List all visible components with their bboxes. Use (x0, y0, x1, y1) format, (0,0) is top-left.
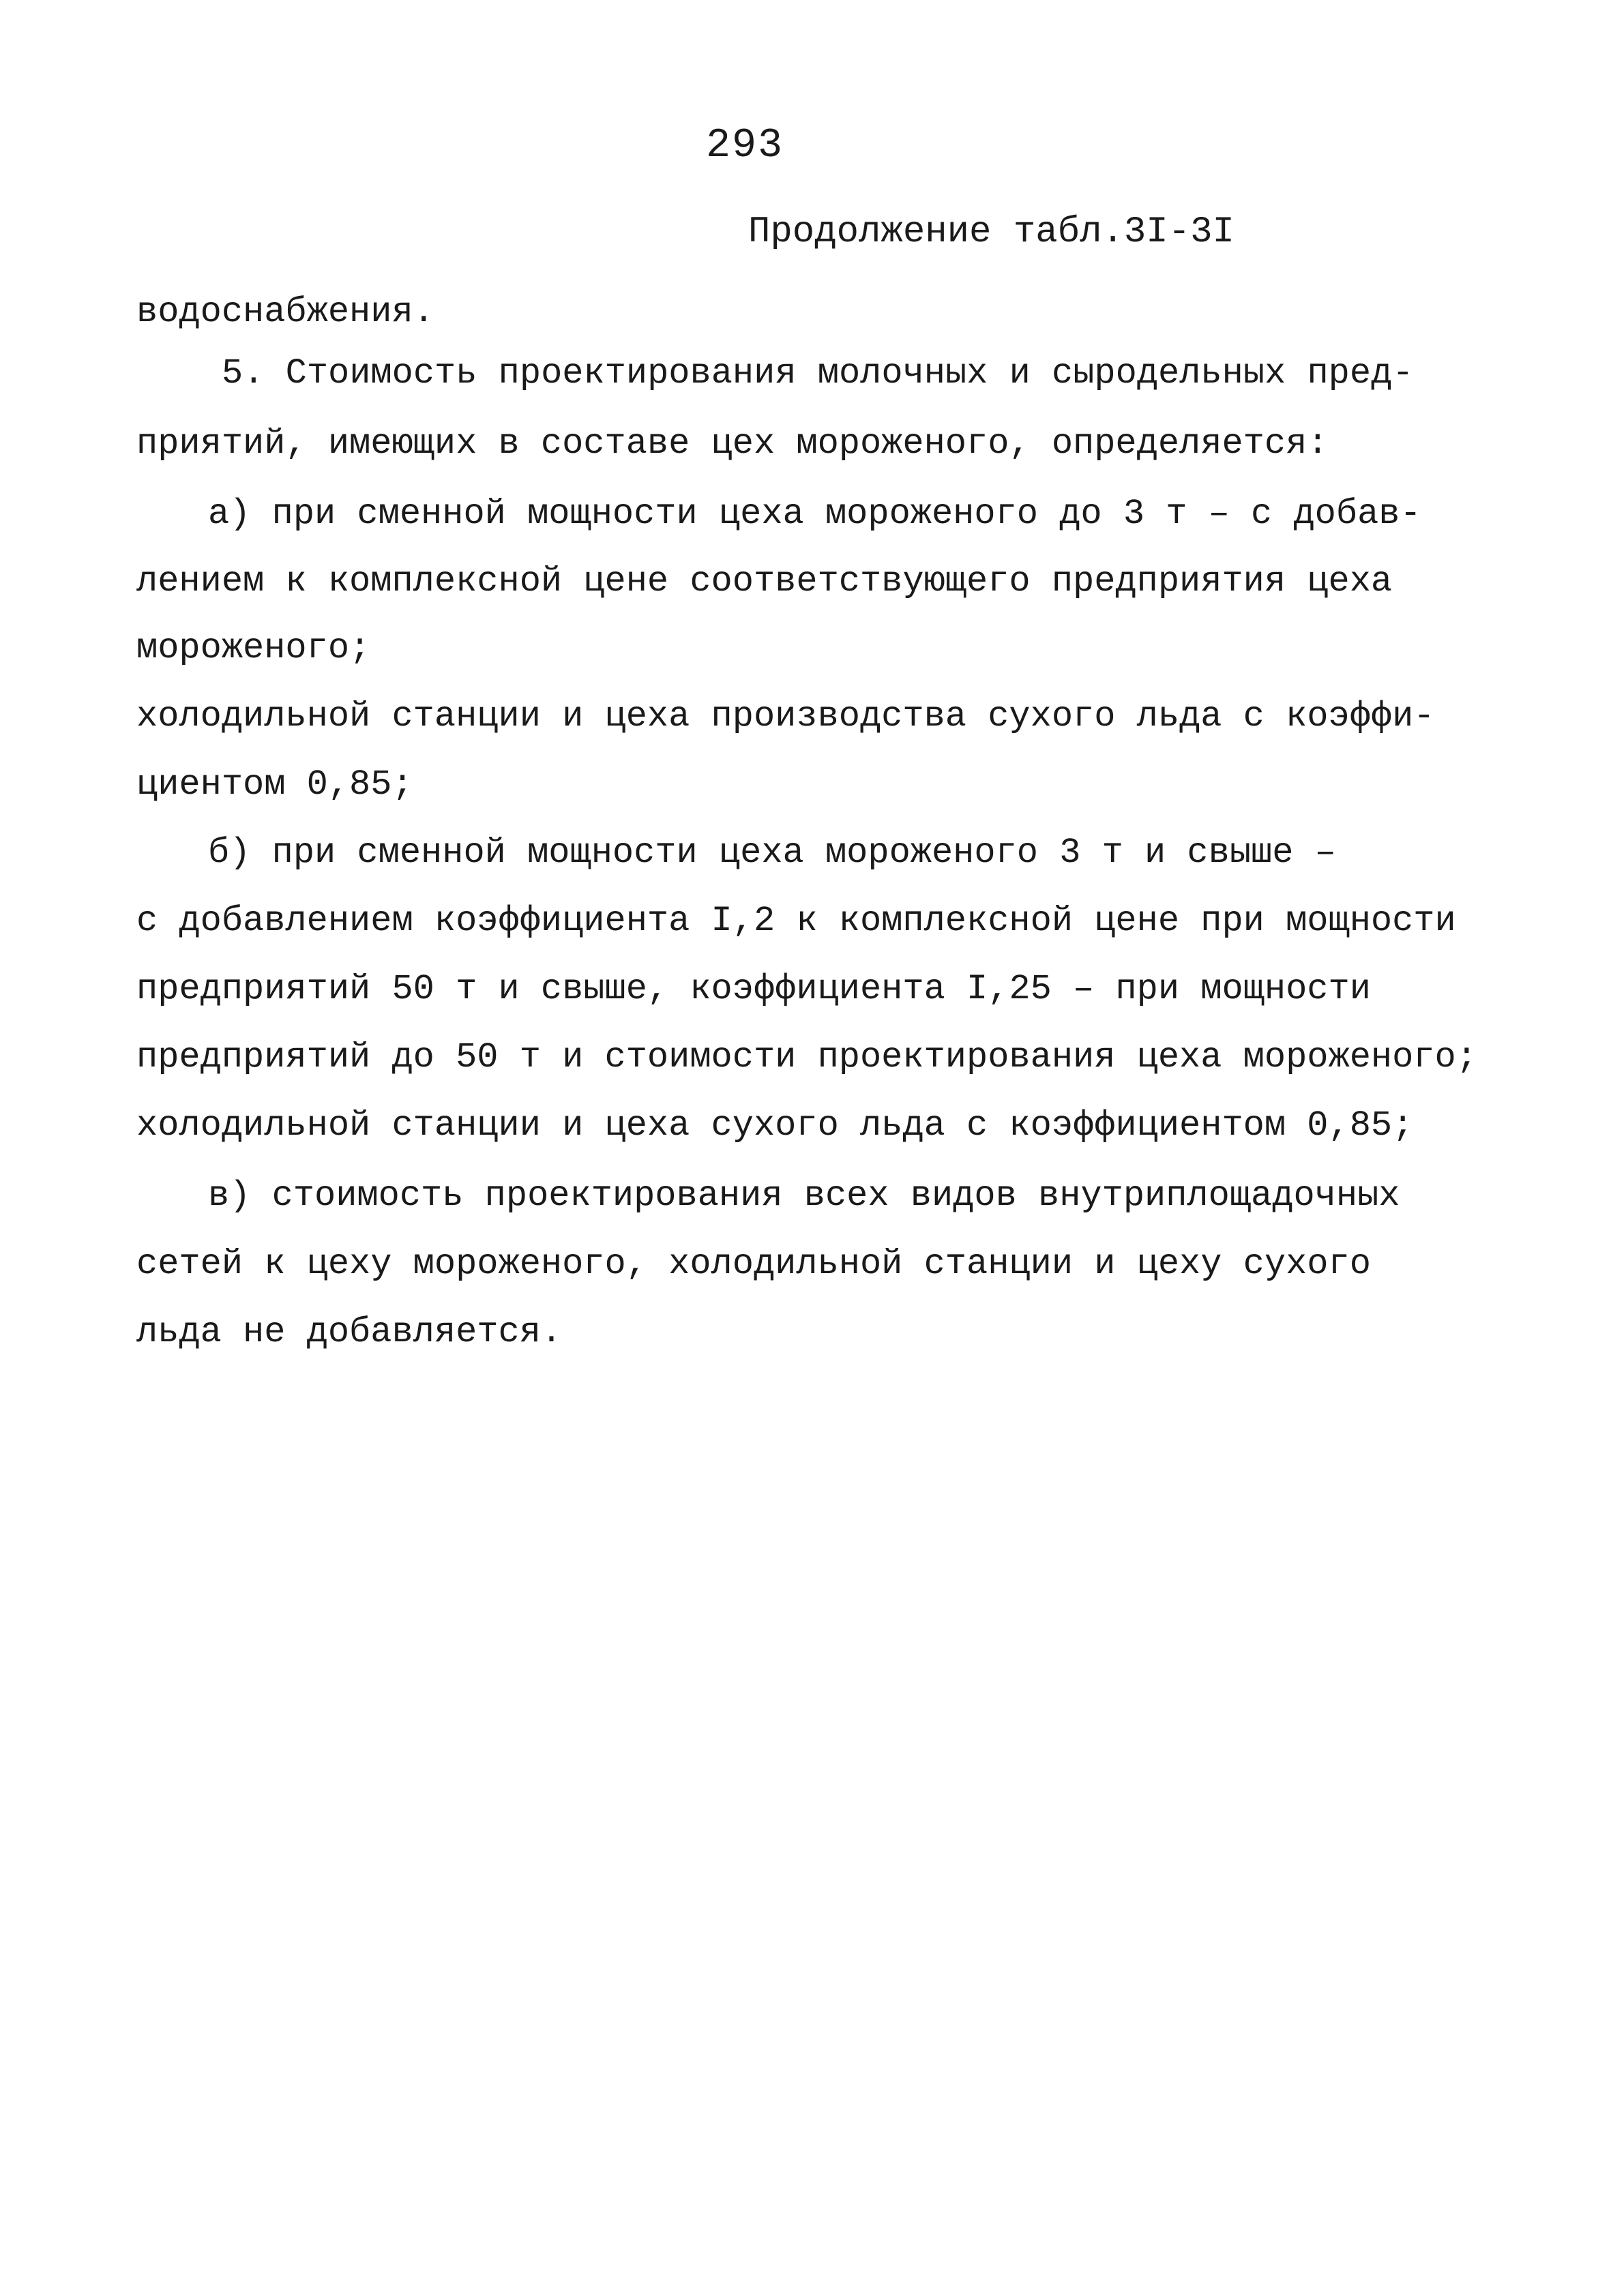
body-line: б) при сменной мощности цеха мороженого 3 т и свыше – (208, 833, 1336, 873)
body-line: льда не добавляется. (136, 1312, 563, 1352)
table-continuation-heading: Продолжение табл.3I-3I (748, 211, 1235, 253)
body-line: циентом 0,85; (136, 764, 413, 805)
body-line: холодильной станции и цеха производства сухого льда с коэффи- (136, 696, 1435, 736)
body-line: 5. Стоимость проектирования молочных и сыродельных пред- (222, 353, 1414, 393)
body-line: сетей к цеху мороженого, холодильной станции и цеху сухого (136, 1244, 1371, 1284)
body-line: предприятий до 50 т и стоимости проектирования цеха мороженого; (136, 1037, 1477, 1077)
body-line: приятий, имеющих в составе цех мороженого, определяется: (136, 423, 1329, 464)
body-line: с добавлением коэффициента I,2 к комплексной цене при мощности (136, 901, 1456, 941)
body-line: холодильной станции и цеха сухого льда с коэффициентом 0,85; (136, 1105, 1414, 1146)
page-number: 293 (706, 123, 784, 169)
body-line: а) при сменной мощности цеха мороженого до 3 т – с добав- (208, 494, 1421, 534)
body-line: в) стоимость проектирования всех видов внутриплощадочных (208, 1176, 1400, 1216)
body-line: мороженого; (136, 628, 371, 668)
body-line: водоснабжения. (136, 292, 434, 332)
body-line: лением к комплексной цене соответствующего предприятия цеха (136, 561, 1393, 601)
body-line: предприятий 50 т и свыше, коэффициента I,25 – при мощности (136, 969, 1371, 1009)
